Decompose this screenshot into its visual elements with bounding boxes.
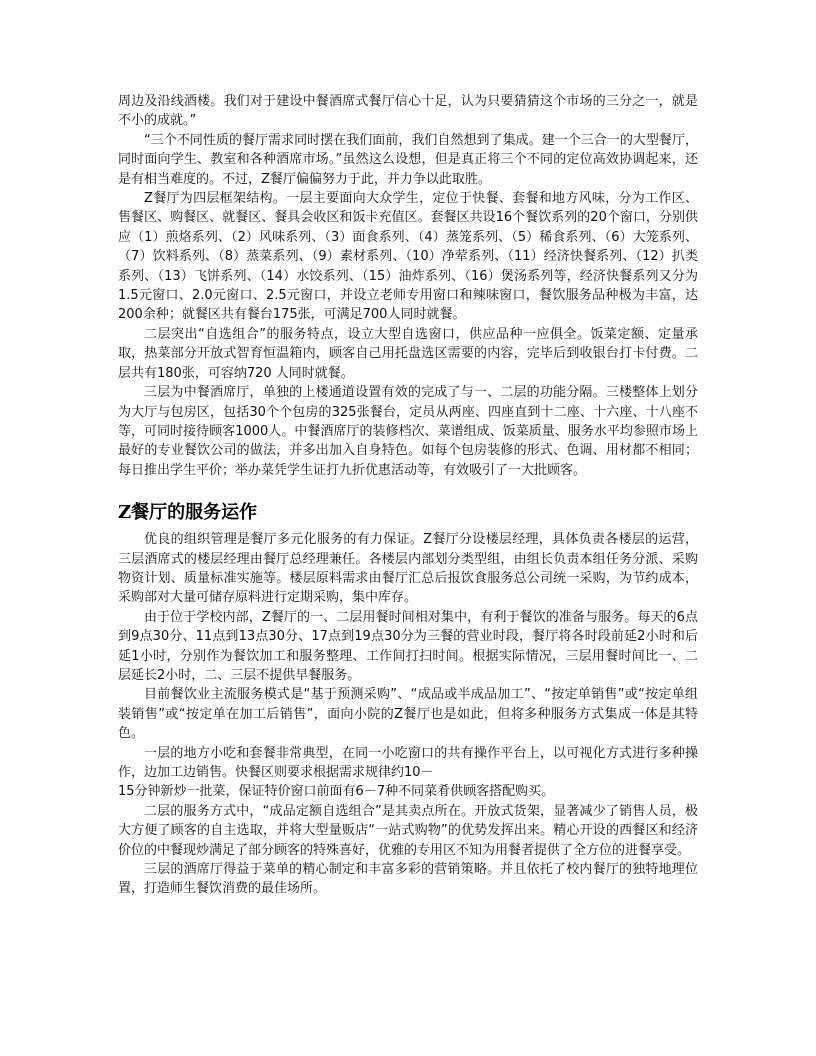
paragraph: 15分钟新炒一批菜，保证特价窗口前面有6－7种不同菜肴供顾客搭配购买。 bbox=[118, 784, 555, 800]
paragraph: 优良的组织管理是餐厅多元化服务的有力保证。Z餐厅分设楼层经理，具体负责各楼层的运营，三层酒席式的楼层经理由餐厅总经理兼任。各楼层内部划分类型组，由组长负责本组任务分派、采购物资计划、质量标准实施等。楼层原料需求由餐厅汇总后报饮食服务总公司统一采购，为节约成本，采购部对大量可储存原料进行定期采购，集中库存。 bbox=[118, 532, 698, 606]
paragraph: 由于位于学校内部，Z餐厅的一、二层用餐时间相对集中，有利于餐饮的准备与服务。每天的6点到9点30分、11点到13点30分、17点到19点30分为三餐的营业时段，餐厅将各时段前延2小时和后延1小时，分别作为餐饮加工和服务整理、工作间打扫时间。根据实际情况，三层用餐时间比一、二层延长2小时，二、三层不提供早餐服务。 bbox=[118, 609, 698, 683]
paragraph: 一层的地方小吃和套餐非常典型，在同一小吃窗口的共有操作平台上，以可视化方式进行多种操作，边加工边销售。快餐区则要求根据需求规律约10－ bbox=[118, 745, 698, 780]
paragraph: 三层的酒席厅得益于菜单的精心制定和丰富多彩的营销策略。并且依托了校内餐厅的独特地理位置，打造师生餐饮消费的最佳场所。 bbox=[118, 862, 698, 897]
section-heading: Z餐厅的服务运作 bbox=[118, 502, 258, 524]
paragraph: 周边及沿线酒楼。我们对于建设中餐酒席式餐厅信心十足，认为只要猜猜这个市场的三分之一，就是不小的成就。” bbox=[118, 94, 698, 129]
paragraph: Z餐厅为四层框架结构。一层主要面向大众学生，定位于快餐、套餐和地方风味，分为工作区、售餐区、购餐区、就餐区、餐具会收区和饭卡充值区。套餐区共设16个餐饮系列的20个窗口，分别供应（1）煎烙系列、（2）风味系列、（3）面食系列、（4）蒸笼系列、（5）稀食系列、（6）大笼系列、（7）饮料系列、（8）蒸菜系列、（9）素材系列、（10）净荤系列、（11）经济快餐系列、（12）扒类系列、（13）飞饼系列、（14）水饺系列、（15）油炸系列、（16）煲汤系列等，经济快餐系列又分为1.5元窗口、2.0元窗口、2.5元窗口，并设立老师专用窗口和辣味窗口，餐饮服务品种极为丰富，达200余种；就餐区共有餐台175张，可满足700人同时就餐。 bbox=[118, 191, 698, 323]
section-spacer bbox=[118, 480, 698, 500]
paragraph: “三个不同性质的餐厅需求同时摆在我们面前，我们自然想到了集成。建一个三合一的大型餐厅，同时面向学生、教室和各种酒席市场。”虽然这么设想，但是真正将三个不同的定位高效协调起来，还是有相当难度的。不过，Z餐厅偏偏努力于此，并力争以此取胜。 bbox=[118, 132, 698, 187]
paragraph: 三层为中餐酒席厅，单独的上楼通道设置有效的完成了与一、二层的功能分隔。三楼整体上划分为大厅与包房区，包括30个个包房的325张餐台，定员从两座、四座直到十二座、十六座、十八座不等，可同时接待顾客1000人。中餐酒席厅的装修档次、菜谱组成、饭菜质量、服务水平均参照市场上最好的专业餐饮公司的做法，并多出加入自身特色。如每个包房装修的形式、色调、用材都不相同；每日推出学生平价；举办菜凭学生证打九折优惠活动等，有效吸引了一大批顾客。 bbox=[118, 385, 698, 478]
paragraph: 二层突出“自选组合”的服务特点，设立大型自选窗口，供应品种一应俱全。饭菜定额、定量承取，热菜部分开放式智育恒温箱内，顾客自己用托盘选区需要的内容，完毕后到收银台打卡付费。二层共有180张，可容纳720 人同时就餐。 bbox=[118, 326, 698, 381]
paragraph: 目前餐饮业主流服务模式是“基于预测采购”、“成品或半成品加工”、“按定单销售”或“按定单组装销售”或“按定单在加工后销售”，面向小院的Z餐厅也是如此，但将多种服务方式集成一体是其特色。 bbox=[118, 687, 698, 742]
document-page bbox=[118, 92, 698, 899]
paragraph: 二层的服务方式中，“成品定额自选组合”是其卖点所在。开放式货架，显著减少了销售人员，极大方便了顾客的自主选取，并将大型量贩店“一站式购物”的优势发挥出来。精心开设的西餐区和经济价位的中餐现炒满足了部分顾客的特殊喜好，优雅的专用区不知为用餐者提供了全方位的进餐享受。 bbox=[118, 803, 698, 858]
